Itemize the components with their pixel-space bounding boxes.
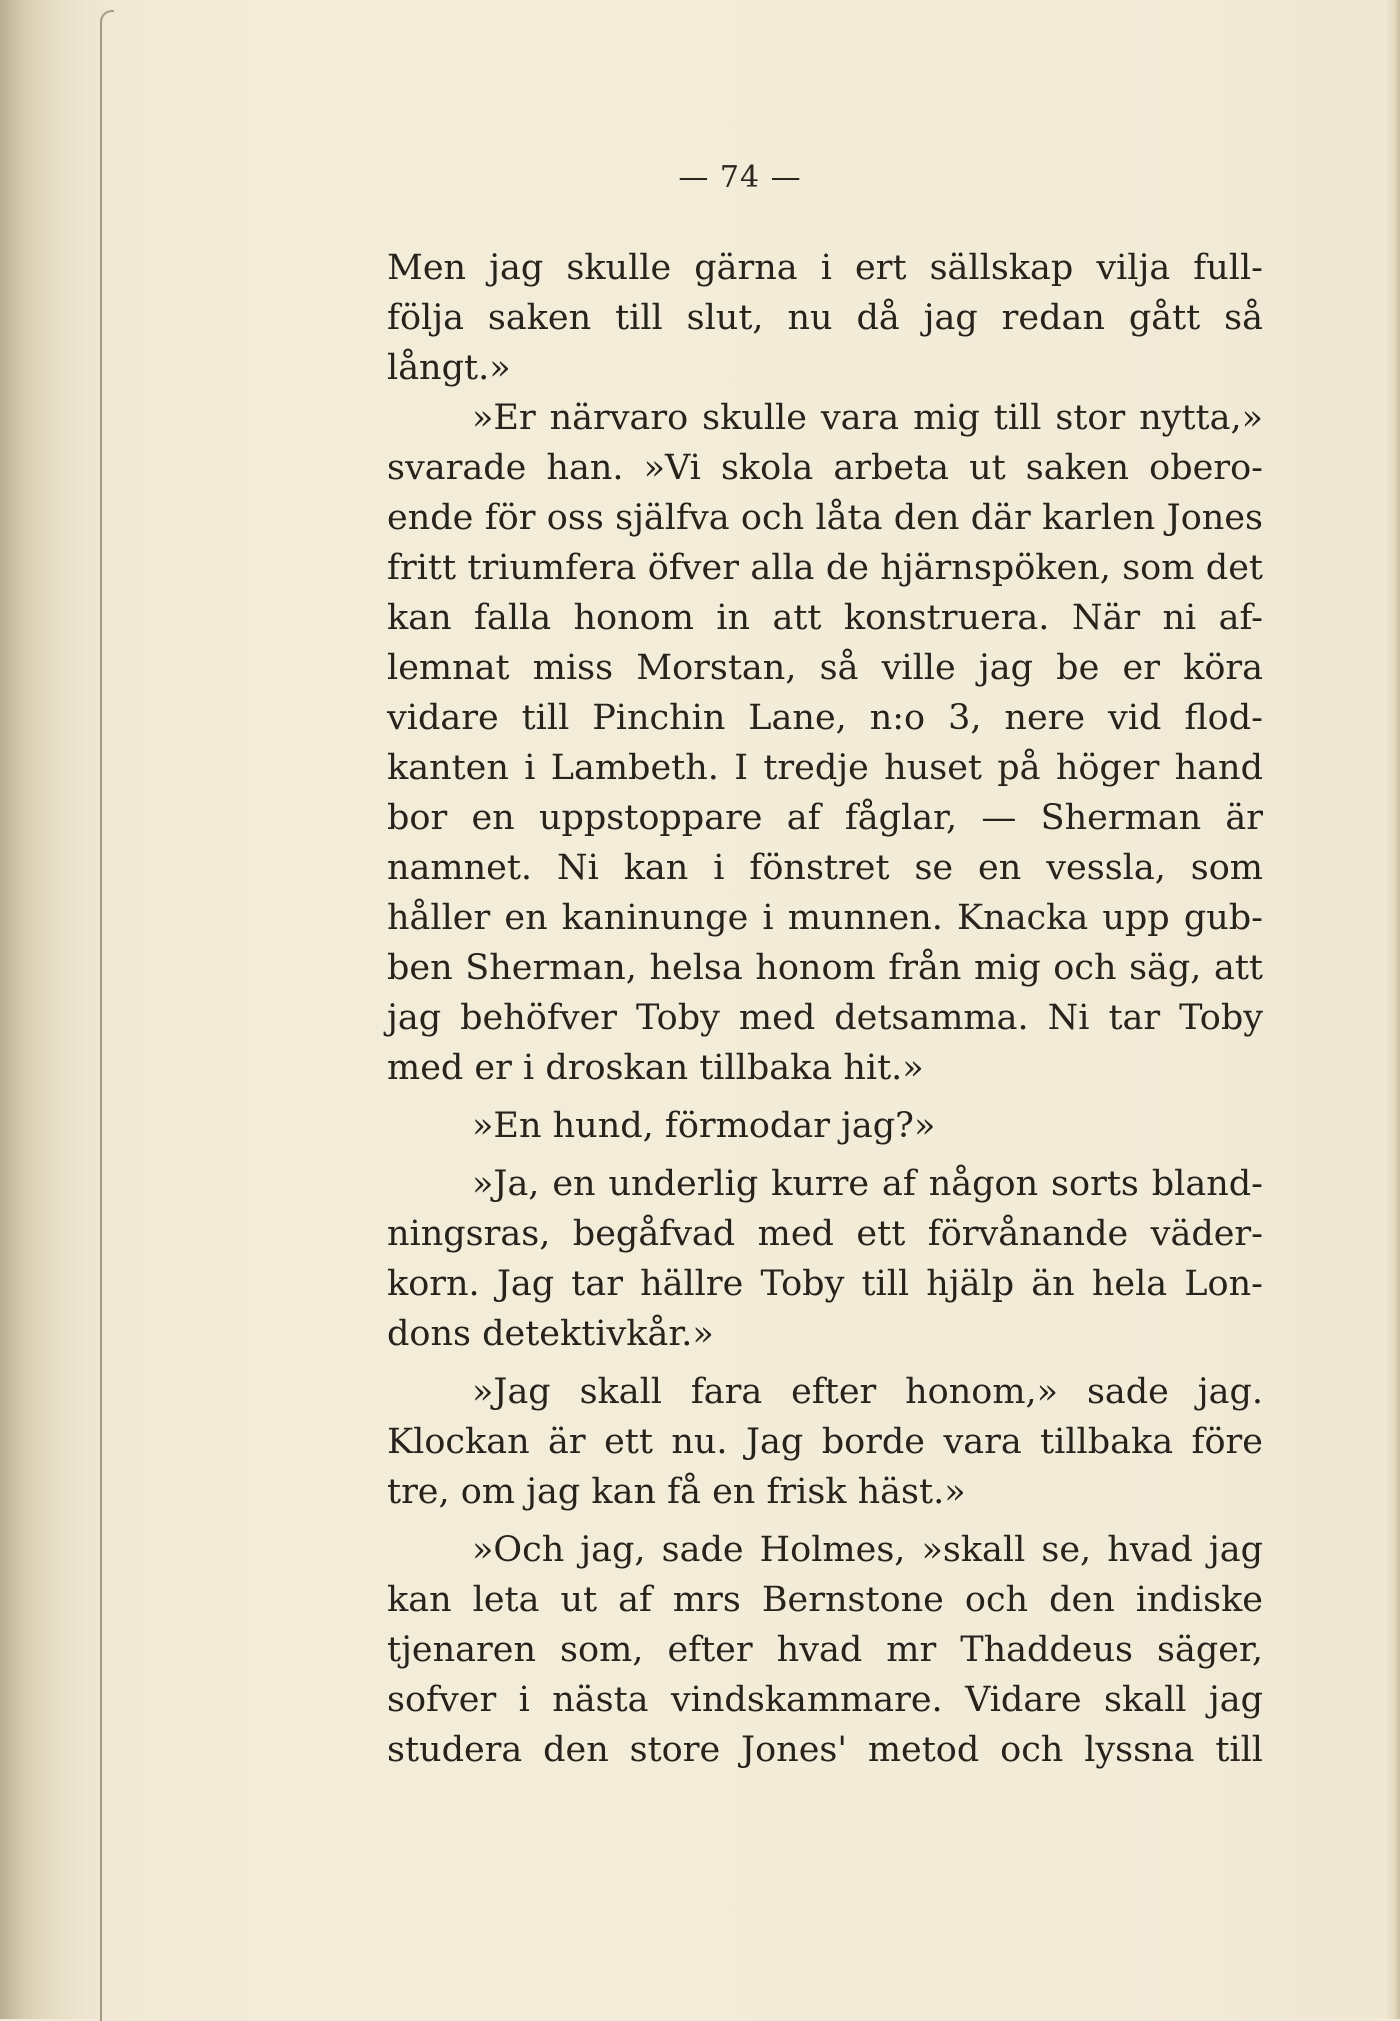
text-line: fritt triumfera öfver alla de hjärnspöken, som det [387, 548, 1263, 588]
text-line: dons detektivkår.» [387, 1314, 714, 1354]
text-line: ende för oss själfva och låta den där karlen Jones [387, 498, 1263, 538]
fore-edge [1386, 0, 1400, 2019]
text-line: »Och jag, sade Holmes, »skall se, hvad jag [472, 1530, 1263, 1570]
text-line: lemnat miss Morstan, så ville jag be er köra [387, 648, 1263, 688]
text-line: »Er närvaro skulle vara mig till stor nytta,» [472, 398, 1263, 438]
text-line: Men jag skulle gärna i ert sällskap vilja full- [387, 248, 1263, 288]
page-number: — 74 — [678, 160, 802, 195]
text-line: Klockan är ett nu. Jag borde vara tillbaka före [387, 1422, 1263, 1462]
text-line: långt.» [387, 348, 511, 388]
text-line: vidare till Pinchin Lane, n:o 3, nere vid flod- [387, 698, 1263, 738]
text-line: kanten i Lambeth. I tredje huset på höger hand [387, 748, 1263, 788]
text-line: sofver i nästa vindskammare. Vidare skall jag [387, 1680, 1263, 1720]
text-line: tjenaren som, efter hvad mr Thaddeus säger, [387, 1630, 1263, 1670]
text-line: »Jag skall fara efter honom,» sade jag. [472, 1372, 1263, 1412]
text-line: svarade han. »Vi skola arbeta ut saken obero- [387, 448, 1263, 488]
text-line: håller en kaninunge i munnen. Knacka upp gub- [387, 898, 1263, 938]
text-line: bor en uppstoppare af fåglar, — Sherman är [387, 798, 1263, 838]
text-line: tre, om jag kan få en frisk häst.» [387, 1472, 966, 1512]
text-line: jag behöfver Toby med detsamma. Ni tar Toby [387, 998, 1263, 1038]
body-text [387, 243, 1263, 1775]
previous-page-edge [100, 10, 114, 2021]
text-line: »En hund, förmodar jag?» [472, 1106, 936, 1146]
text-line: med er i droskan tillbaka hit.» [387, 1048, 924, 1088]
text-line: ben Sherman, helsa honom från mig och säg, att [387, 948, 1263, 988]
book-binding-shadow [0, 0, 110, 2019]
text-line: kan falla honom in att konstruera. När ni af- [387, 598, 1263, 638]
text-line: följa saken till slut, nu då jag redan gått så [387, 298, 1263, 338]
text-line: »Ja, en underlig kurre af någon sorts bland- [472, 1164, 1263, 1204]
text-line: kan leta ut af mrs Bernstone och den indiske [387, 1580, 1263, 1620]
text-line: ningsras, begåfvad med ett förvånande väder- [387, 1214, 1263, 1254]
text-line: korn. Jag tar hällre Toby till hjälp än hela Lon- [387, 1264, 1263, 1304]
text-line: namnet. Ni kan i fönstret se en vessla, som [387, 848, 1263, 888]
text-line: studera den store Jones' metod och lyssna till [387, 1730, 1263, 1770]
